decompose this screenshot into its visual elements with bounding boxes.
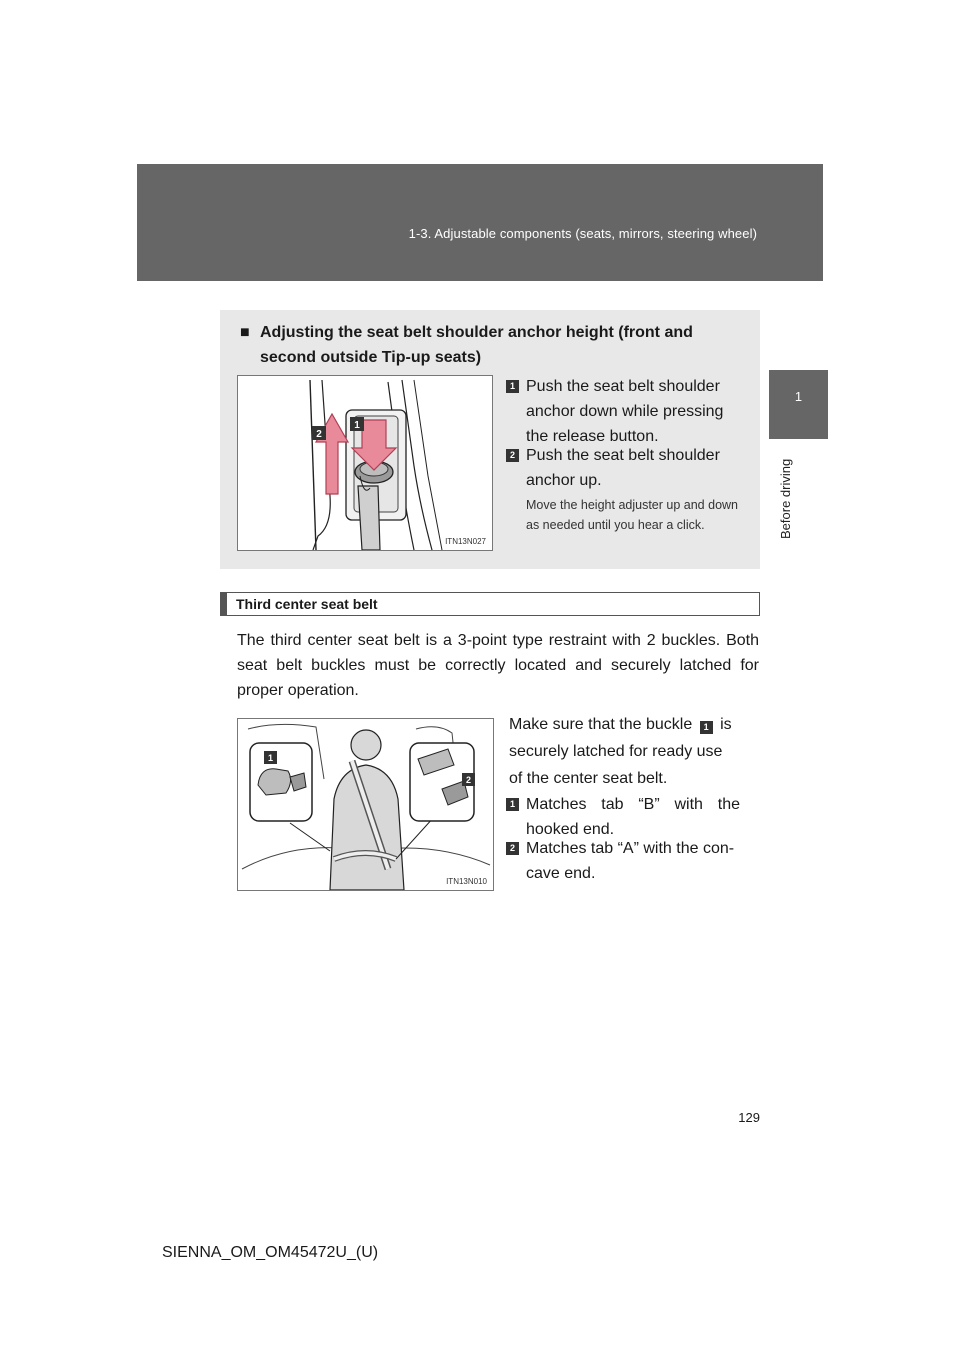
figure-code: ITN13N027: [445, 537, 486, 546]
buckle-intro-before: Make sure that the buckle: [509, 716, 693, 733]
chapter-label-wrap: [774, 458, 800, 541]
header-band: [137, 164, 823, 281]
inline-badge-1: 1: [700, 721, 713, 734]
svg-text:2: 2: [316, 429, 322, 440]
adjuster-note: Move the height adjuster up and down as needed until you hear a click.: [526, 498, 738, 532]
buckle-badge-1: 1: [506, 798, 519, 811]
anchor-step-2-text: Push the seat belt shoulder anchor up.: [526, 447, 720, 489]
figure-code-2: ITN13N010: [446, 877, 487, 886]
section-heading-bar: [220, 592, 760, 616]
anchor-step-1-text: Push the seat belt shoulder anchor down while pressing the release button.: [526, 378, 724, 445]
center-belt-drawing: [238, 719, 493, 890]
svg-text:1: 1: [267, 753, 274, 763]
breadcrumb: 1-3. Adjustable components (seats, mirrors, steering wheel): [408, 226, 757, 241]
center-belt-illustration: [237, 718, 494, 891]
buckle-step-1: [506, 792, 740, 842]
chapter-label: Before driving: [778, 458, 793, 539]
svg-text:2: 2: [465, 775, 472, 785]
buckle-badge-2: 2: [506, 842, 519, 855]
box-heading: [240, 320, 745, 370]
box-heading-line1: Adjusting the seat belt shoulder anchor height (front and: [260, 324, 693, 341]
buckle-step-1-text: Matches tab “B” with the hooked end.: [526, 796, 740, 838]
buckle-intro: [509, 711, 739, 792]
buckle-step-2-text: Matches tab “A” with the con-cave end.: [526, 840, 735, 882]
page-number: 129: [738, 1110, 760, 1125]
document-id: SIENNA_OM_OM45472U_(U): [162, 1244, 379, 1261]
square-bullet-icon: ■: [240, 324, 250, 341]
anchor-step-1: [506, 374, 740, 449]
buckle-intro-after: is securely latched for ready use of the center seat belt.: [509, 716, 732, 787]
section-paragraph: The third center seat belt is a 3-point type restraint with 2 buckles. Both seat belt buckles must be correctly located and securely latched for proper operation.: [237, 632, 759, 699]
buckle-step-2: [506, 836, 740, 886]
chapter-number: 1: [794, 389, 803, 404]
step-badge-2: 2: [506, 449, 519, 462]
shoulder-anchor-illustration: [237, 375, 493, 551]
section-title: Third center seat belt: [236, 596, 378, 612]
chapter-tab: [769, 370, 828, 439]
svg-text:1: 1: [354, 420, 360, 431]
step-badge-1: 1: [506, 380, 519, 393]
shoulder-anchor-drawing: [238, 376, 492, 550]
anchor-step-2: [506, 443, 740, 493]
box-heading-line2: second outside Tip-up seats): [260, 349, 482, 366]
